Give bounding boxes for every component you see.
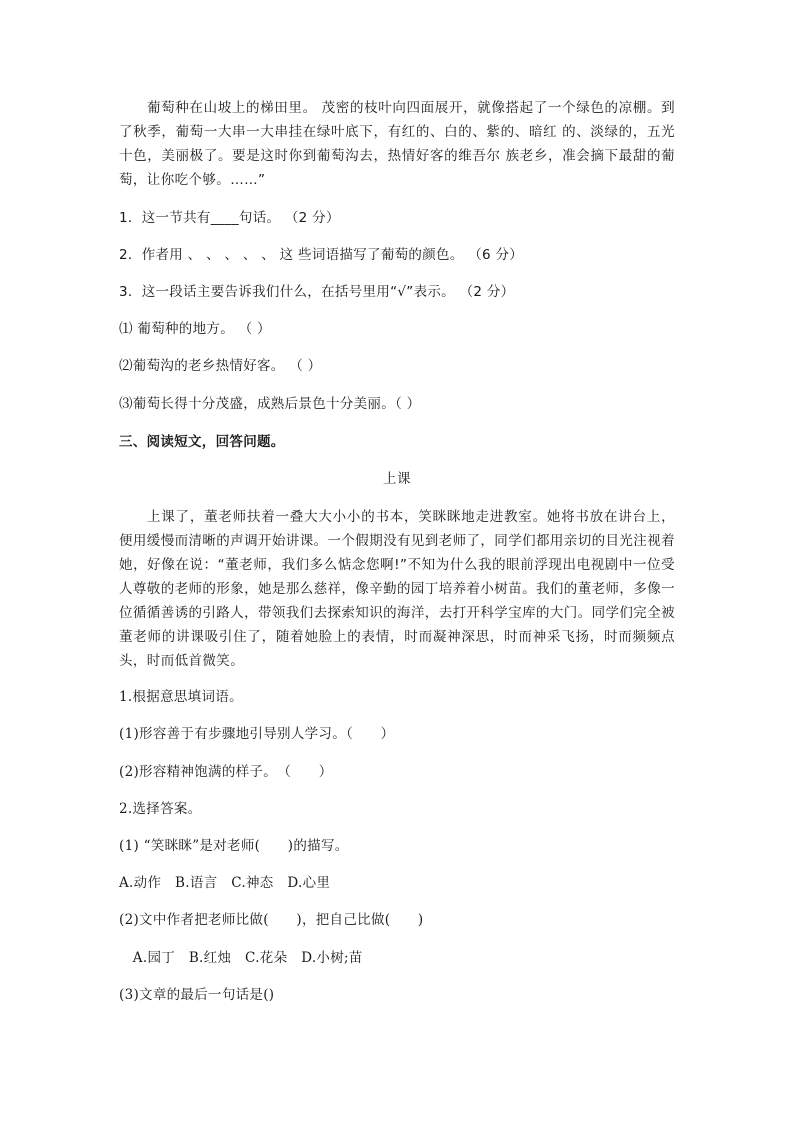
q2-1-1-guide-learning: (1)形容善于有步骤地引导别人学习。（ ）	[119, 726, 395, 742]
q2-2-2-options: A.园丁 B.红烛 C.花朵 D.小树;苗	[119, 950, 363, 966]
option-2-hospitality: ⑵葡萄沟的老乡热情好客。 （ ）	[119, 358, 322, 374]
passage-grapes: 葡萄种在山坡上的梯田里。 茂密的枝叶向四面展开，就像搭起了一个绿色的凉棚。到了秋季，葡萄一大串一大串挂在绿叶底下，有红的、白的、紫的、暗红 的、淡绿的，五光十色，美丽极了。要是这时你到葡萄沟去，热情好客的维吾尔 族老乡，准会摘下最甜的葡萄，让你吃个够。……”	[119, 100, 675, 188]
q2-1-2-spirited: (2)形容精神饱满的样子。 （ ）	[119, 764, 333, 780]
q2-2-1-smiling: (1) “笑眯眯”是对老师( )的描写。	[119, 838, 349, 854]
option-3-lush-growth: ⑶葡萄长得十分茂盛，成熟后景色十分美丽。（ ）	[119, 396, 421, 412]
q2-2-2-metaphor: (2)文中作者把老师比做( )，把自己比做( )	[119, 912, 424, 928]
question-2-color-words: 2．作者用 、 、 、 、 、 这 些词语描写了葡萄的颜色。 （6 分）	[119, 247, 524, 263]
q2-2-1-options: A.动作 B.语言 C.神态 D.心里	[119, 875, 331, 891]
passage-title: 上课	[383, 471, 411, 487]
option-1-location: ⑴ 葡萄种的地方。 （ ）	[119, 321, 271, 337]
q2-2-choose-answers: 2.选择答案。	[119, 801, 202, 817]
q2-2-3-last-sentence: (3)文章的最后一句话是()	[119, 987, 275, 1003]
question-1-sentence-count: 1．这一节共有____句话。 （2 分）	[119, 210, 340, 226]
question-3-main-idea: 3．这一段话主要告诉我们什么，在括号里用“√”表示。 （2 分）	[119, 284, 515, 300]
passage-class: 上课了，董老师扶着一叠大大小小的书本，笑眯眯地走进教室。她将书放在讲台上，便用缓慢而清晰的声调开始讲课。一个假期没有见到老师了，同学们都用亲切的目光注视着她，好像在说：“董老师，我们多么惦念您啊!”不知为什么我的眼前浮现出电视剧中一位受人尊敬的老师的形象，她是那么慈祥，像辛勤的园丁培养着小树苗。我们的董老师，多像一位循循善诱的引路人，带领我们去探索知识的海洋，去打开科学宝库的大门。同学们完全被董老师的讲课吸引住了，随着她脸上的表情，时而凝神深思，时而神采飞扬，时而频频点头，时而低首微笑。	[119, 509, 675, 669]
section-3-heading: 三、阅读短文，回答问题。	[119, 434, 285, 450]
q2-1-fill-words: 1.根据意思填词语。	[119, 689, 243, 705]
